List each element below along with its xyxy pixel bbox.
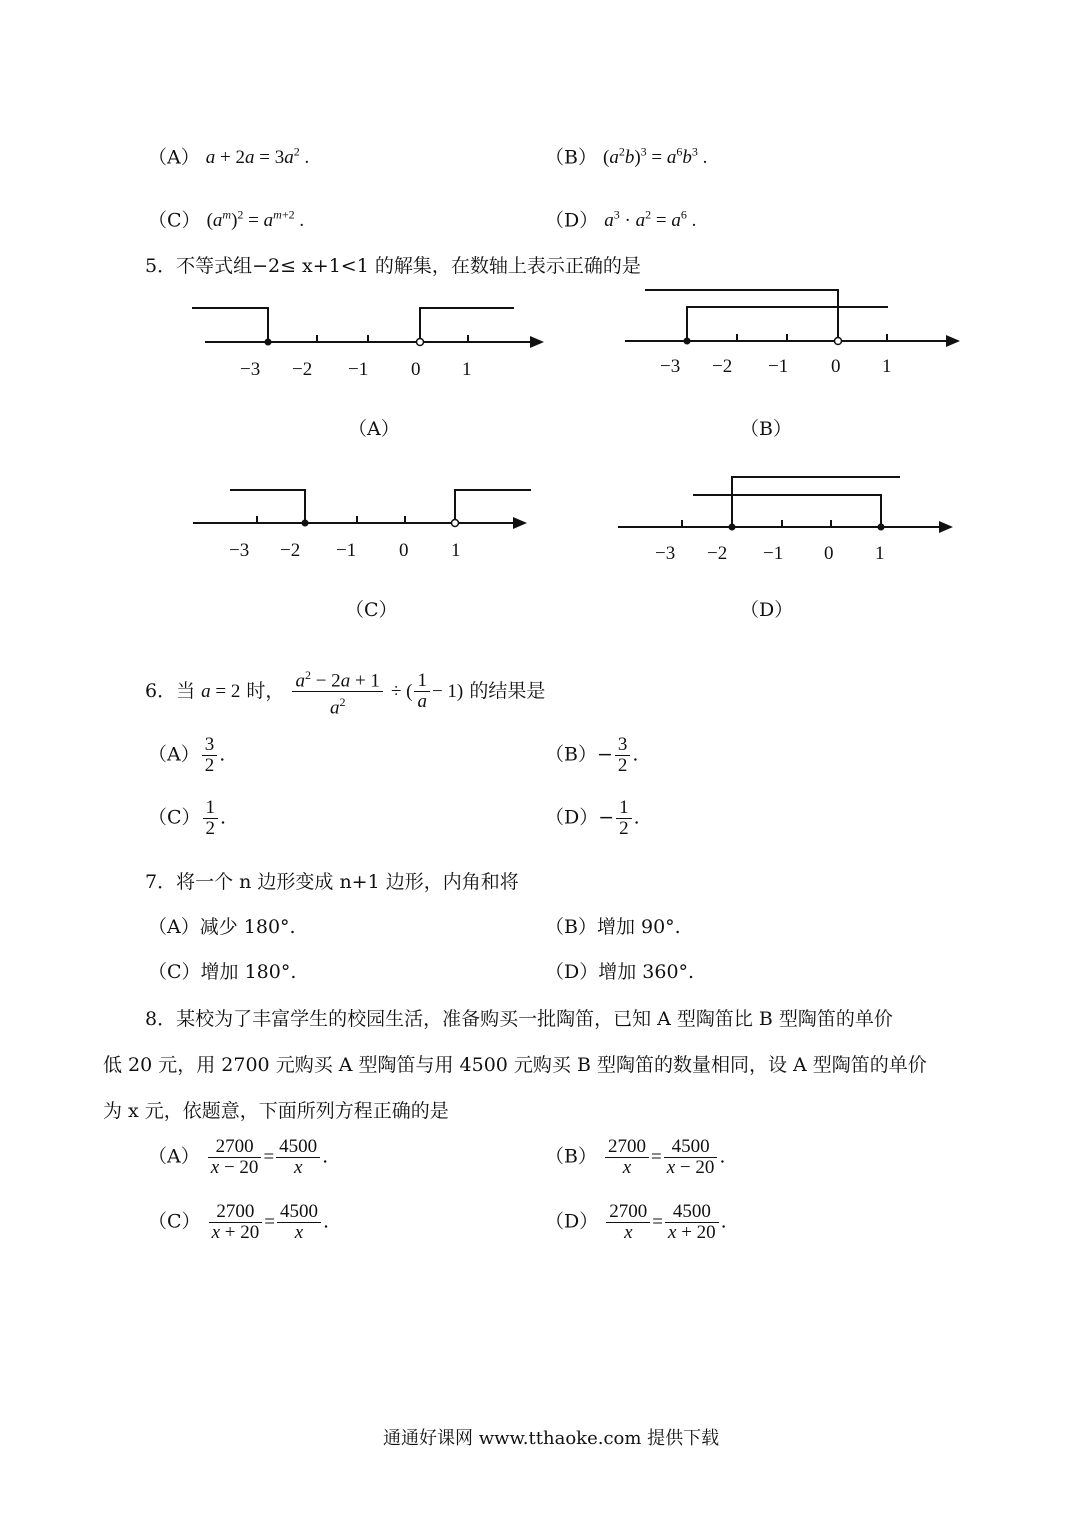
q4-option-a-formula: $a + 2a = 3a^2$ . bbox=[205, 145, 310, 169]
tick-label: −3 bbox=[660, 356, 681, 377]
tick-label: 0 bbox=[831, 356, 841, 377]
tick-label: −3 bbox=[229, 540, 250, 561]
tick-label: −2 bbox=[707, 543, 728, 564]
hollow-dot bbox=[452, 520, 459, 527]
number-line-b bbox=[620, 285, 970, 385]
tick-label: 1 bbox=[875, 543, 885, 564]
q6-option-a: （A） $\frac{3}{2}$ . bbox=[148, 734, 226, 776]
tick-label: −3 bbox=[655, 543, 676, 564]
number-line-b-caption: （B） bbox=[740, 418, 792, 440]
q4-option-a: （A） $a + 2a = 3a^2$ . bbox=[148, 145, 310, 169]
q5-stem: 5．不等式组−2≤ x+1<1 的解集，在数轴上表示正确的是 bbox=[145, 255, 641, 277]
tick-label: 1 bbox=[882, 356, 892, 377]
q7-option-b: （B）增加 90°. bbox=[545, 916, 681, 938]
q8-option-c: （C） $\frac{2700}{x + 20}$ = $\frac{4500}{x}$ . bbox=[148, 1201, 330, 1243]
q8-line-2: 低 20 元，用 2700 元购买 A 型陶笛与用 4500 元购买 B 型陶笛的数量相同，设 A 型陶笛的单价 bbox=[103, 1054, 927, 1076]
q6-divide: ÷ ( bbox=[390, 680, 413, 702]
tick-label: −2 bbox=[292, 359, 313, 380]
tick-label: −1 bbox=[763, 543, 784, 564]
tick-label: −1 bbox=[336, 540, 357, 561]
q4-option-b: （B） $(a^2b)^3 = a^6b^3$ . bbox=[545, 145, 708, 169]
hollow-dot bbox=[417, 339, 424, 346]
number-line-c bbox=[185, 480, 540, 570]
number-line-d-caption: （D） bbox=[740, 599, 794, 621]
q7-option-d: （D）增加 360°. bbox=[545, 961, 695, 983]
q6-stem: 6．当 a = 2 时， $\frac{a^2 - 2a + 1}{a^2}$ ÷ ( $\frac{1}{a}$ − 1) 的结果是 bbox=[145, 665, 545, 719]
q6-condition: a = 2 bbox=[201, 680, 241, 702]
tick-label: −2 bbox=[712, 356, 733, 377]
tick-label: −3 bbox=[240, 359, 261, 380]
tick-label: 0 bbox=[411, 359, 421, 380]
q4-option-d: （D） $a^3 \cdot a^2 = a^6$ . bbox=[545, 208, 697, 232]
q4-option-c: （C） $(a^m)^2 = a^{m+2}$ . bbox=[148, 208, 305, 232]
solid-dot bbox=[729, 524, 736, 531]
number-line-d bbox=[615, 470, 965, 570]
tick-label: 1 bbox=[462, 359, 472, 380]
q4-option-d-formula: $a^3 \cdot a^2 = a^6$ . bbox=[604, 208, 697, 232]
q8-option-b: （B） $\frac{2700}{x}$ = $\frac{4500}{x - 20}$ . bbox=[545, 1136, 726, 1178]
q6-option-c: （C） $\frac{1}{2}$ . bbox=[148, 797, 227, 839]
q7-option-c: （C）增加 180°. bbox=[148, 961, 297, 983]
tick-label: 0 bbox=[824, 543, 834, 564]
number-line-c-caption: （C） bbox=[345, 599, 398, 621]
q6-option-b: （B）− $\frac{3}{2}$ . bbox=[545, 734, 639, 776]
number-line-a bbox=[180, 295, 560, 390]
solid-dot bbox=[684, 338, 691, 345]
q6-recip: $\frac{1}{a}$ bbox=[414, 671, 430, 712]
tick-label: −2 bbox=[280, 540, 301, 561]
tick-label: −1 bbox=[768, 356, 789, 377]
tick-label: 1 bbox=[451, 540, 461, 561]
tick-label: 0 bbox=[399, 540, 409, 561]
hollow-dot bbox=[835, 338, 842, 345]
q6-option-d: （D）− $\frac{1}{2}$ . bbox=[545, 797, 640, 839]
solid-dot bbox=[878, 524, 885, 531]
q4-option-b-formula: $(a^2b)^3 = a^6b^3$ . bbox=[603, 145, 708, 169]
q7-option-a: （A）减少 180°. bbox=[148, 916, 296, 938]
solid-dot bbox=[302, 520, 309, 527]
page-footer: 通通好课网 www.tthaoke.com 提供下载 bbox=[383, 1428, 720, 1449]
q8-line-1: 8．某校为了丰富学生的校园生活，准备购买一批陶笛，已知 A 型陶笛比 B 型陶笛的单价 bbox=[145, 1008, 893, 1030]
q8-line-3: 为 x 元，依题意，下面所列方程正确的是 bbox=[103, 1100, 449, 1122]
q7-stem: 7．将一个 n 边形变成 n+1 边形，内角和将 bbox=[145, 871, 519, 893]
q4-option-c-formula: $(a^m)^2 = a^{m+2}$ . bbox=[206, 208, 305, 232]
q8-option-a: （A） $\frac{2700}{x - 20}$ = $\frac{4500}{x}$ . bbox=[148, 1136, 329, 1178]
q6-fraction: $\frac{a^2 - 2a + 1}{a^2}$ bbox=[292, 665, 382, 719]
q8-option-d: （D） $\frac{2700}{x}$ = $\frac{4500}{x + 20}$ . bbox=[545, 1201, 727, 1243]
tick-label: −1 bbox=[348, 359, 369, 380]
number-line-a-caption: （A） bbox=[348, 418, 400, 440]
solid-dot bbox=[265, 339, 272, 346]
